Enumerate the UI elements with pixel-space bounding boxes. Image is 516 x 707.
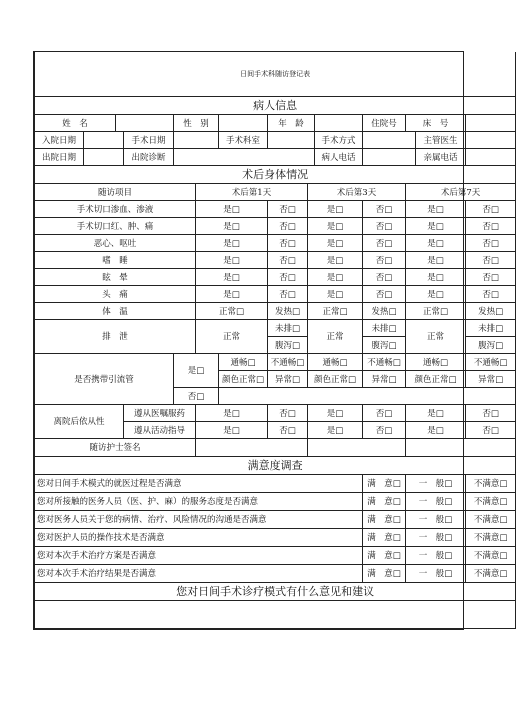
checkbox-no[interactable]: 否□	[363, 268, 406, 285]
checkbox-no[interactable]: 否□	[268, 268, 308, 285]
form-table	[34, 52, 516, 629]
checkbox-yes[interactable]: 是□	[196, 421, 268, 438]
feedback-input-area[interactable]	[35, 600, 516, 628]
checkbox-yes[interactable]: 是□	[308, 217, 363, 234]
checkbox-yes[interactable]: 是□	[196, 234, 268, 251]
checkbox-no-stool[interactable]: 未排□	[363, 319, 406, 336]
checkbox-yes[interactable]: 是□	[406, 421, 466, 438]
checkbox-yes[interactable]: 是□	[308, 404, 363, 421]
checkbox-no[interactable]: 否□	[466, 285, 516, 302]
checkbox-yes[interactable]: 是□	[406, 268, 466, 285]
checkbox-unsatisfied[interactable]: 不满意□	[466, 528, 516, 546]
checkbox-yes[interactable]: 是□	[406, 217, 466, 234]
section-patient-info: 病人信息	[35, 96, 516, 114]
checkbox-no[interactable]: 否□	[268, 217, 308, 234]
checkbox-unsatisfied[interactable]: 不满意□	[466, 492, 516, 510]
checkbox-yes[interactable]: 是□	[308, 251, 363, 268]
checkbox-normal[interactable]: 正常□	[406, 302, 466, 319]
field-surgery-method[interactable]	[363, 131, 416, 148]
label-surgery-method: 手术方式	[315, 131, 363, 148]
field-gender[interactable]	[219, 114, 268, 131]
item-compliance: 离院后依从性	[35, 404, 124, 438]
checkbox-blocked[interactable]: 不通畅□	[363, 353, 406, 370]
checkbox-normal[interactable]: 正常□	[196, 302, 268, 319]
checkbox-no[interactable]: 否□	[268, 421, 308, 438]
label-discharge-date: 出院日期	[35, 148, 84, 165]
form-title: 日间手术科随访登记表	[35, 52, 516, 96]
checkbox-average[interactable]: 一 般□	[406, 510, 466, 528]
checkbox-abnormal[interactable]: 异常□	[268, 370, 308, 387]
field-bed-no[interactable]	[466, 114, 516, 131]
item-drain-tube: 是否携带引流管	[35, 353, 174, 404]
checkbox-yes[interactable]: 是□	[308, 200, 363, 217]
field-name[interactable]	[116, 114, 174, 131]
checkbox-yes[interactable]: 是□	[406, 200, 466, 217]
checkbox-average[interactable]: 一 般□	[406, 546, 466, 564]
checkbox-smooth[interactable]: 通畅□	[219, 353, 268, 370]
checkbox-yes[interactable]: 是□	[406, 285, 466, 302]
item-follow-meds: 遵从医嘱服药	[124, 404, 196, 421]
checkbox-no-stool[interactable]: 未排□	[268, 319, 308, 336]
question-technique: 您对医护人员的操作技术是否满意	[35, 528, 363, 546]
checkbox-no[interactable]: 否□	[466, 404, 516, 421]
checkbox-color-normal[interactable]: 颜色正常□	[308, 370, 363, 387]
header-day7: 术后第7天	[406, 183, 516, 200]
question-result: 您对本次手术治疗结果是否满意	[35, 564, 363, 582]
checkbox-normal[interactable]: 正常	[406, 319, 466, 353]
label-family-phone: 亲属电话	[416, 148, 466, 165]
checkbox-no[interactable]: 否□	[363, 285, 406, 302]
checkbox-abnormal[interactable]: 异常□	[363, 370, 406, 387]
label-inpatient-no: 住院号	[363, 114, 406, 131]
checkbox-average[interactable]: 一 般□	[406, 564, 466, 582]
checkbox-no[interactable]: 否□	[268, 285, 308, 302]
checkbox-average[interactable]: 一 般□	[406, 528, 466, 546]
item-drowsiness: 嗜 睡	[35, 251, 196, 268]
label-name: 姓 名	[35, 114, 116, 131]
checkbox-yes[interactable]: 是□	[196, 404, 268, 421]
checkbox-yes[interactable]: 是□	[196, 200, 268, 217]
section-satisfaction: 满意度调查	[35, 456, 516, 474]
followup-form	[33, 51, 508, 630]
checkbox-abnormal[interactable]: 异常□	[466, 370, 516, 387]
item-excretion: 排 泄	[35, 319, 196, 353]
checkbox-average[interactable]: 一 般□	[406, 474, 466, 492]
checkbox-yes[interactable]: 是□	[196, 285, 268, 302]
checkbox-yes[interactable]: 是□	[174, 353, 219, 387]
checkbox-no[interactable]: 否□	[363, 421, 406, 438]
checkbox-no[interactable]: 否□	[363, 200, 406, 217]
checkbox-yes[interactable]: 是□	[196, 268, 268, 285]
checkbox-unsatisfied[interactable]: 不满意□	[466, 546, 516, 564]
item-wound-bleeding: 手术切口渗血、渗液	[35, 200, 196, 217]
item-temperature: 体 温	[35, 302, 196, 319]
checkbox-unsatisfied[interactable]: 不满意□	[466, 474, 516, 492]
header-day1: 术后第1天	[196, 183, 308, 200]
label-discharge-diag: 出院诊断	[124, 148, 174, 165]
field-signature-day1[interactable]	[196, 438, 308, 456]
checkbox-no-stool[interactable]: 未排□	[466, 319, 516, 336]
checkbox-yes[interactable]: 是□	[196, 251, 268, 268]
drain-empty-cell	[219, 387, 516, 404]
item-dizziness: 眩 晕	[35, 268, 196, 285]
label-nurse-signature: 随访护士签名	[35, 438, 196, 456]
checkbox-no[interactable]: 否□	[466, 251, 516, 268]
checkbox-smooth[interactable]: 通畅□	[406, 353, 466, 370]
checkbox-fever[interactable]: 发热□	[363, 302, 406, 319]
field-attending[interactable]	[466, 131, 516, 148]
checkbox-no[interactable]: 否□	[466, 268, 516, 285]
field-signature-day7[interactable]	[406, 438, 516, 456]
checkbox-fever[interactable]: 发热□	[466, 302, 516, 319]
label-age: 年 龄	[268, 114, 315, 131]
checkbox-satisfied[interactable]: 满 意□	[363, 510, 406, 528]
checkbox-fever[interactable]: 发热□	[268, 302, 308, 319]
checkbox-satisfied[interactable]: 满 意□	[363, 528, 406, 546]
checkbox-no[interactable]: 否□	[268, 200, 308, 217]
field-surgery-dept[interactable]	[268, 131, 315, 148]
checkbox-diarrhea[interactable]: 腹泻□	[466, 336, 516, 353]
label-attending: 主管医生	[416, 131, 466, 148]
checkbox-yes[interactable]: 是□	[308, 268, 363, 285]
field-signature-day3[interactable]	[308, 438, 406, 456]
label-admit-date: 入院日期	[35, 131, 84, 148]
header-followup-item: 随访项目	[35, 183, 196, 200]
question-attitude: 您对所接触的医务人员（医、护、麻）的服务态度是否满意	[35, 492, 363, 510]
checkbox-yes[interactable]: 是□	[406, 404, 466, 421]
checkbox-yes[interactable]: 是□	[406, 251, 466, 268]
checkbox-color-normal[interactable]: 颜色正常□	[406, 370, 466, 387]
checkbox-satisfied[interactable]: 满 意□	[363, 564, 406, 582]
field-age[interactable]	[315, 114, 363, 131]
checkbox-normal[interactable]: 正常	[196, 319, 268, 353]
checkbox-no[interactable]: 否□	[466, 421, 516, 438]
section-feedback: 您对日间手术诊疗模式有什么意见和建议	[35, 582, 516, 600]
checkbox-no[interactable]: 否□	[363, 251, 406, 268]
checkbox-no[interactable]: 否□	[268, 404, 308, 421]
checkbox-yes[interactable]: 是□	[406, 234, 466, 251]
checkbox-normal[interactable]: 正常	[308, 319, 363, 353]
checkbox-blocked[interactable]: 不通畅□	[268, 353, 308, 370]
item-nausea: 恶心、呕吐	[35, 234, 196, 251]
field-admit-date[interactable]	[84, 131, 124, 148]
item-follow-activity: 遵从活动指导	[124, 421, 196, 438]
label-surgery-date: 手术日期	[124, 131, 174, 148]
label-bed-no: 床 号	[406, 114, 466, 131]
section-body-condition: 术后身体情况	[35, 165, 516, 183]
checkbox-no[interactable]: 否□	[268, 234, 308, 251]
checkbox-no[interactable]: 否□	[363, 404, 406, 421]
checkbox-no[interactable]: 否□	[466, 200, 516, 217]
checkbox-unsatisfied[interactable]: 不满意□	[466, 510, 516, 528]
checkbox-diarrhea[interactable]: 腹泻□	[363, 336, 406, 353]
checkbox-average[interactable]: 一 般□	[406, 492, 466, 510]
checkbox-no[interactable]: 否□	[466, 217, 516, 234]
checkbox-no[interactable]: 否□	[363, 217, 406, 234]
checkbox-satisfied[interactable]: 满 意□	[363, 546, 406, 564]
checkbox-no[interactable]: 否□	[466, 234, 516, 251]
field-discharge-diag[interactable]	[174, 148, 315, 165]
checkbox-normal[interactable]: 正常□	[308, 302, 363, 319]
checkbox-satisfied[interactable]: 满 意□	[363, 492, 406, 510]
checkbox-satisfied[interactable]: 满 意□	[363, 474, 406, 492]
field-family-phone[interactable]	[466, 148, 516, 165]
header-day3: 术后第3天	[308, 183, 406, 200]
checkbox-no[interactable]: 否□	[174, 387, 219, 404]
checkbox-yes[interactable]: 是□	[308, 421, 363, 438]
checkbox-smooth[interactable]: 通畅□	[308, 353, 363, 370]
checkbox-unsatisfied[interactable]: 不满意□	[466, 564, 516, 582]
checkbox-no[interactable]: 否□	[363, 234, 406, 251]
label-surgery-dept: 手术科室	[219, 131, 268, 148]
checkbox-yes[interactable]: 是□	[308, 285, 363, 302]
field-surgery-date[interactable]	[174, 131, 219, 148]
checkbox-no[interactable]: 否□	[268, 251, 308, 268]
field-patient-phone[interactable]	[363, 148, 416, 165]
question-plan: 您对本次手术治疗方案是否满意	[35, 546, 363, 564]
question-communication: 您对医务人员关于您的病情、治疗、风险情况的沟通是否满意	[35, 510, 363, 528]
checkbox-yes[interactable]: 是□	[308, 234, 363, 251]
checkbox-diarrhea[interactable]: 腹泻□	[268, 336, 308, 353]
question-process: 您对日间手术模式的就医过程是否满意	[35, 474, 363, 492]
label-patient-phone: 病人电话	[315, 148, 363, 165]
label-gender: 性 别	[174, 114, 219, 131]
checkbox-color-normal[interactable]: 颜色正常□	[219, 370, 268, 387]
field-discharge-date[interactable]	[84, 148, 124, 165]
checkbox-yes[interactable]: 是□	[196, 217, 268, 234]
item-wound-swelling: 手术切口红、肿、痛	[35, 217, 196, 234]
item-headache: 头 痛	[35, 285, 196, 302]
checkbox-blocked[interactable]: 不通畅□	[466, 353, 516, 370]
